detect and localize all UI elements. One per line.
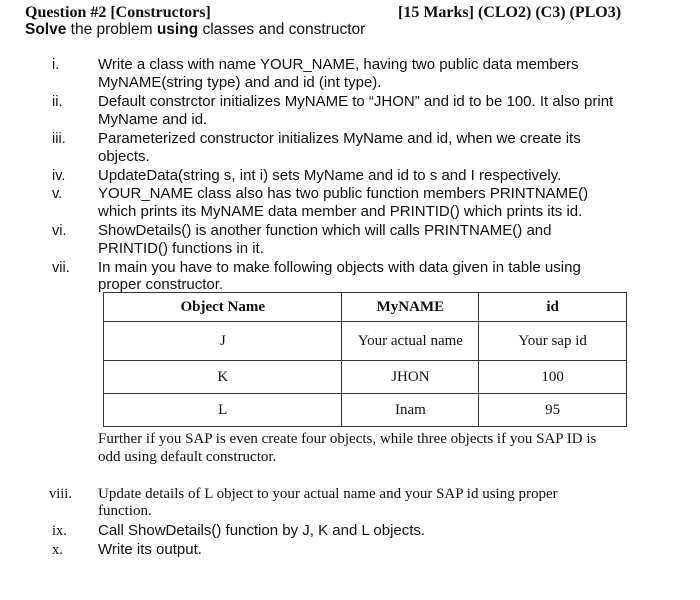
table-cell: K bbox=[104, 361, 342, 394]
item-text: Write its output. bbox=[98, 541, 202, 558]
table-cell: L bbox=[104, 394, 342, 427]
question-marks: [15 Marks] (CLO2) (C3) (PLO3) bbox=[398, 4, 622, 21]
table-row bbox=[104, 394, 627, 427]
item-number: viii. bbox=[49, 486, 72, 502]
item-text: ShowDetails() is another function which will calls PRINTNAME() and bbox=[98, 222, 552, 239]
subtitle-mid: the problem bbox=[66, 21, 157, 38]
item-text: MyName and id. bbox=[98, 111, 208, 128]
header-id: id bbox=[479, 293, 627, 322]
item-text: YOUR_NAME class also has two public function members PRINTNAME() bbox=[98, 185, 589, 202]
after-table-text: Further if you SAP is even create four objects, while three objects if you SAP ID is bbox=[98, 431, 597, 447]
item-number: v. bbox=[52, 186, 63, 202]
table-cell: Your actual name bbox=[342, 322, 479, 361]
question-title: Question #2 [Constructors] bbox=[25, 4, 211, 21]
subtitle-using: using bbox=[156, 21, 199, 38]
item-text: UpdateData(string s, int i) sets MyName and id to s and I respectively. bbox=[98, 167, 562, 184]
item-number: vi. bbox=[52, 223, 67, 239]
item-number: iv. bbox=[52, 168, 66, 184]
item-text: which prints its MyNAME data member and PRINTID() which prints its id. bbox=[98, 203, 583, 220]
item-text: Parameterized constructor initializes MyName and id, when we create its bbox=[98, 130, 581, 147]
table-cell: Inam bbox=[342, 394, 479, 427]
item-text: function. bbox=[98, 503, 152, 519]
item-number: vii. bbox=[52, 260, 70, 276]
table-header-row bbox=[104, 293, 627, 322]
item-number: ii. bbox=[52, 94, 63, 110]
item-text: PRINTID() functions in it. bbox=[98, 240, 264, 257]
table-cell: 95 bbox=[479, 394, 627, 427]
item-text: Write a class with name YOUR_NAME, having two public data members bbox=[98, 56, 579, 73]
subtitle-solve: Solve bbox=[25, 21, 67, 38]
table-cell: 100 bbox=[479, 361, 627, 394]
item-text: MyNAME(string type) and and id (int type). bbox=[98, 74, 382, 91]
item-text: Default constrctor initializes MyNAME to “JHON” and id to be 100. It also print bbox=[98, 93, 614, 110]
table-row bbox=[104, 361, 627, 394]
subtitle-post: classes and constructor bbox=[198, 21, 366, 38]
table-row bbox=[104, 322, 627, 361]
table-cell: JHON bbox=[342, 361, 479, 394]
item-number: x. bbox=[52, 542, 63, 558]
item-text: Update details of L object to your actual name and your SAP id using proper bbox=[98, 486, 558, 502]
question-subtitle bbox=[25, 21, 365, 39]
item-number: i. bbox=[52, 57, 60, 73]
item-text: In main you have to make following objects with data given in table using bbox=[98, 259, 581, 276]
header-object-name: Object Name bbox=[104, 293, 342, 322]
item-text: proper constructor. bbox=[98, 276, 224, 293]
item-number: iii. bbox=[52, 131, 66, 147]
table-cell: J bbox=[104, 322, 342, 361]
after-table-text: odd using default constructor. bbox=[98, 449, 277, 465]
objects-table bbox=[103, 292, 627, 427]
table-cell: Your sap id bbox=[479, 322, 627, 361]
header-myname: MyNAME bbox=[342, 293, 479, 322]
item-text: Call ShowDetails() function by J, K and L objects. bbox=[98, 522, 426, 539]
item-text: objects. bbox=[98, 148, 150, 165]
item-number: ix. bbox=[52, 523, 67, 539]
